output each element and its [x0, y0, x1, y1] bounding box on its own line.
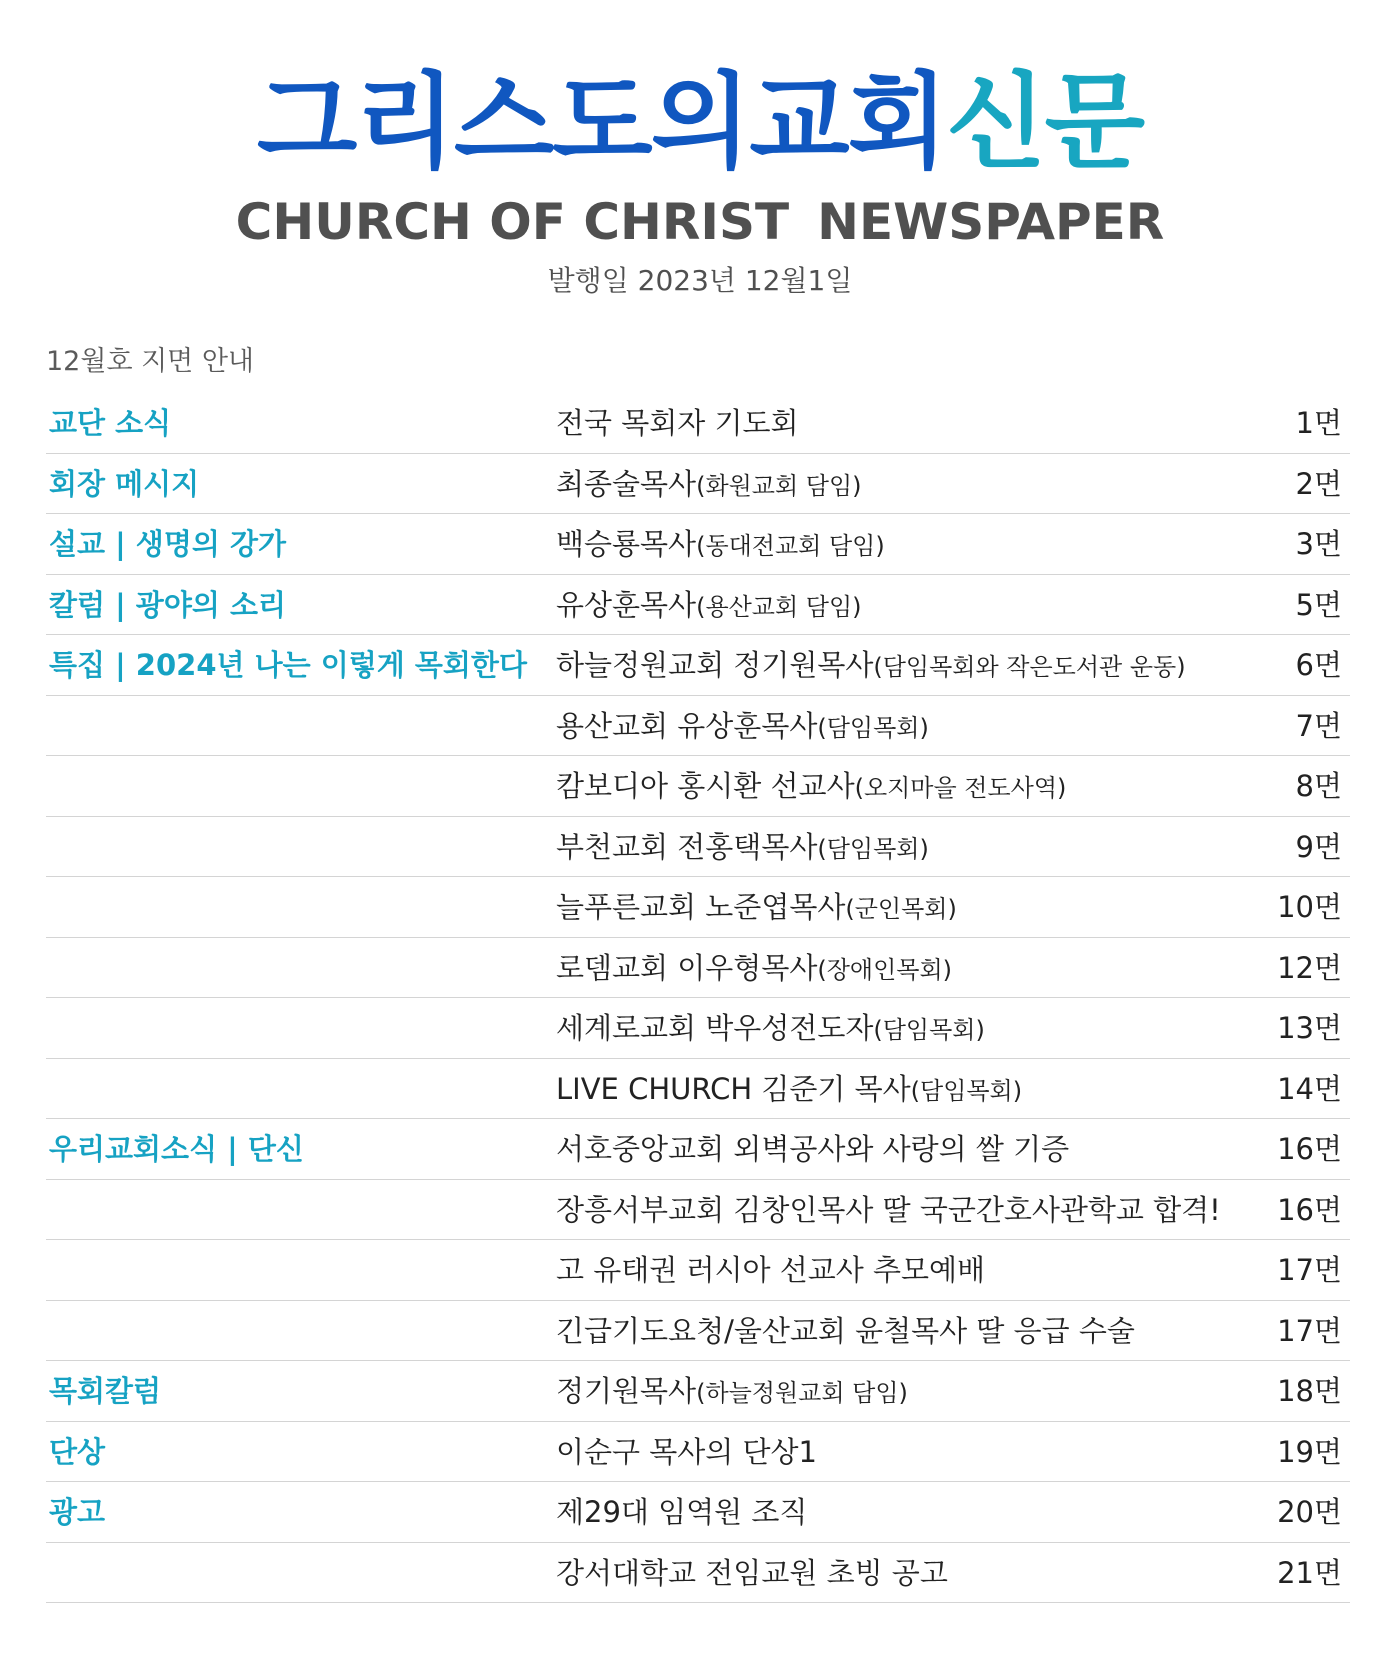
newspaper-title-korean: [0, 62, 1400, 182]
title-accent-text: 신문: [946, 61, 1144, 183]
toc-section-label: 목회칼럼: [49, 1374, 162, 1408]
toc-article: [556, 998, 985, 1060]
toc-row: [46, 454, 1350, 515]
toc-article: [556, 1180, 1221, 1242]
toc-article-note: (군인목회): [845, 895, 957, 923]
toc-page-number: 5면: [1295, 587, 1342, 622]
masthead: [0, 62, 1400, 252]
toc-article: [556, 817, 929, 879]
toc-article: [556, 1482, 807, 1544]
toc-article-note: (담임목회와 작은도서관 운동): [873, 653, 1186, 681]
toc-article-title: 부천교회 전홍택목사: [556, 829, 818, 864]
title-en-left: CHURCH OF CHRIST: [235, 193, 790, 251]
toc-page-number: 3면: [1295, 527, 1342, 561]
toc-page-number: 13면: [1277, 1011, 1342, 1045]
toc-article-title: 긴급기도요청/울산교회 윤철목사 딸 응급 수술: [556, 1313, 1135, 1348]
toc-row: [46, 1059, 1350, 1120]
toc-article-title: LIVE CHURCH 김준기 목사: [556, 1071, 911, 1106]
toc-article: [556, 1059, 1022, 1121]
toc-section-label: 칼럼 | 광야의 소리: [49, 587, 286, 622]
toc-article: [556, 1240, 985, 1302]
toc-row: [46, 877, 1350, 938]
toc-article-note: (담임목회): [910, 1076, 1023, 1105]
toc-article: [556, 393, 799, 455]
toc-article-title: 고 유태권 러시아 선교사 추모예배: [556, 1253, 986, 1287]
toc-row: [46, 998, 1350, 1059]
toc-article-note: (하늘정원교회 담임): [696, 1379, 908, 1407]
toc-article-note: (장애인목회): [817, 955, 953, 984]
toc-article-title: 백승룡목사: [556, 527, 697, 561]
toc-row: [46, 938, 1350, 999]
toc-row: [46, 1482, 1350, 1543]
toc-article: [556, 696, 929, 758]
toc-row: [46, 756, 1350, 817]
toc-section-label: 단상: [49, 1434, 106, 1469]
title-en-right: NEWSPAPER: [817, 193, 1165, 251]
toc-article-note: (담임목회): [817, 713, 929, 742]
toc-section-label: 광고: [49, 1495, 106, 1529]
toc-article: [556, 938, 952, 1000]
toc-page-number: 2면: [1295, 466, 1342, 501]
toc-article-title: 하늘정원교회 정기원목사: [556, 648, 874, 682]
toc-row: [46, 817, 1350, 878]
toc-page-number: 19면: [1277, 1434, 1342, 1469]
toc-article-title: 서호중앙교회 외벽공사와 사랑의 쌀 기증: [556, 1132, 1070, 1166]
toc-article: [556, 1119, 1069, 1181]
toc-section-label: 설교 | 생명의 강가: [49, 527, 286, 561]
toc-article: [556, 756, 1066, 818]
toc-article: [556, 454, 862, 516]
toc-section-label: 회장 메시지: [49, 466, 200, 501]
toc-article: [556, 1301, 1135, 1363]
toc-page-number: 20면: [1277, 1495, 1342, 1529]
toc-row: [46, 1180, 1350, 1241]
toc-article-note: (담임목회): [817, 834, 929, 863]
toc-page-number: 14면: [1277, 1071, 1342, 1106]
toc-article: [556, 1422, 817, 1484]
newspaper-title-english: [0, 192, 1400, 252]
toc-row: [46, 1543, 1350, 1604]
toc-article-title: 장흥서부교회 김창인목사 딸 국군간호사관학교 합격!: [556, 1192, 1221, 1227]
toc-page-number: 21면: [1277, 1555, 1342, 1590]
toc-article-title: 로뎀교회 이우형목사: [556, 950, 818, 985]
toc-page-number: 17면: [1277, 1313, 1342, 1348]
table-of-contents: [46, 393, 1350, 1603]
toc-row: [46, 514, 1350, 575]
toc-article: [556, 635, 1186, 697]
toc-row: [46, 1361, 1350, 1422]
toc-article-note: (담임목회): [873, 1016, 985, 1044]
toc-row: [46, 635, 1350, 696]
issue-date: 발행일 2023년 12월1일: [547, 264, 853, 297]
toc-article: [556, 1361, 908, 1423]
toc-section-label: 우리교회소식 | 단신: [49, 1132, 304, 1166]
toc-row: [46, 575, 1350, 636]
toc-article: [556, 514, 885, 576]
toc-article-title: 이순구 목사의 단상1: [556, 1434, 817, 1469]
toc-page-number: 9면: [1295, 829, 1342, 864]
toc-row: [46, 696, 1350, 757]
toc-row: [46, 1301, 1350, 1362]
toc-row: [46, 393, 1350, 454]
toc-article-title: 강서대학교 전임교원 초빙 공고: [556, 1555, 948, 1590]
toc-page-number: 12면: [1277, 950, 1342, 985]
toc-article: [556, 877, 957, 939]
toc-article-note: (동대전교회 담임): [696, 532, 885, 560]
toc-section-label: 특집 | 2024년 나는 이렇게 목회한다: [49, 648, 527, 682]
toc-section-label: 교단 소식: [49, 406, 172, 440]
toc-article-title: 캄보디아 홍시환 선교사: [556, 769, 855, 803]
toc-page-number: 18면: [1277, 1374, 1342, 1408]
toc-page-number: 16면: [1277, 1192, 1342, 1227]
toc-article-note: (오지마을 전도사역): [854, 774, 1067, 802]
toc-page-number: 7면: [1295, 708, 1342, 743]
toc-article: [556, 575, 862, 637]
toc-page-number: 6면: [1295, 648, 1342, 682]
toc-article-title: 늘푸른교회 노준엽목사: [556, 890, 846, 924]
toc-article-title: 용산교회 유상훈목사: [556, 708, 818, 743]
toc-article-title: 제29대 임역원 조직: [556, 1495, 808, 1529]
toc-page-number: 16면: [1277, 1132, 1342, 1166]
toc-page-number: 10면: [1277, 890, 1342, 924]
toc-row: [46, 1240, 1350, 1301]
toc-row: [46, 1422, 1350, 1483]
toc-row: [46, 1119, 1350, 1180]
toc-article: [556, 1543, 948, 1605]
toc-article-note: (용산교회 담임): [696, 592, 862, 621]
toc-article-title: 최종술목사: [556, 466, 697, 501]
toc-article-title: 전국 목회자 기도회: [556, 406, 799, 440]
toc-page-number: 8면: [1295, 769, 1342, 803]
toc-article-title: 정기원목사: [556, 1374, 697, 1408]
toc-page-number: 17면: [1277, 1253, 1342, 1287]
toc-article-note: (화원교회 담임): [696, 471, 862, 500]
toc-page-number: 1면: [1295, 406, 1342, 440]
toc-article-title: 유상훈목사: [556, 587, 697, 622]
title-main-text: 그리스도의교회: [256, 61, 947, 183]
toc-article-title: 세계로교회 박우성전도자: [556, 1011, 874, 1045]
toc-heading: 12월호 지면 안내: [46, 346, 255, 377]
